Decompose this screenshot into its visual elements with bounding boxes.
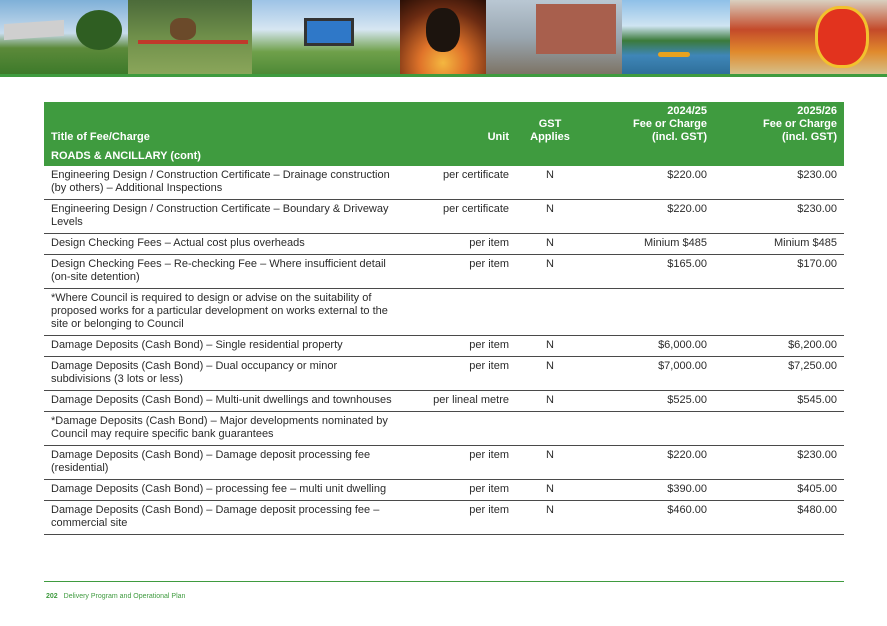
unit-cell: per certificate	[406, 166, 516, 200]
table-row	[44, 480, 844, 501]
fee-title-cell: Damage Deposits (Cash Bond) – Damage deposit processing fee – commercial site	[44, 501, 406, 535]
page-number: 202	[46, 593, 58, 600]
unit-cell: per item	[406, 446, 516, 480]
fee-title-cell: Damage Deposits (Cash Bond) – Dual occupancy or minor subdivisions (3 lots or less)	[44, 357, 406, 391]
gst-cell: N	[516, 391, 584, 412]
fee-2024-25-cell	[584, 289, 714, 336]
fee-2025-26-cell: $7,250.00	[714, 357, 844, 391]
unit-cell: per item	[406, 357, 516, 391]
fees-table-container	[44, 102, 844, 535]
header-fee-2024-25: 2024/25 Fee or Charge (incl. GST)	[584, 102, 714, 147]
fee-2025-26-cell	[714, 412, 844, 446]
page-footer	[46, 593, 185, 600]
fee-title-cell: Engineering Design / Construction Certificate – Boundary & Driveway Levels	[44, 200, 406, 234]
header-gst: GST Applies	[516, 102, 584, 147]
fee-title-cell: Design Checking Fees – Re-checking Fee – Where insufficient detail (on-site detention)	[44, 255, 406, 289]
unit-cell: per item	[406, 234, 516, 255]
gst-cell: N	[516, 480, 584, 501]
table-row	[44, 412, 844, 446]
fee-title-cell: Damage Deposits (Cash Bond) – Multi-unit dwellings and townhouses	[44, 391, 406, 412]
pavilion-photo	[0, 0, 128, 74]
lion-dance-festival-photo	[730, 0, 887, 74]
gst-cell: N	[516, 357, 584, 391]
gst-cell: N	[516, 200, 584, 234]
fee-2025-26-cell: $405.00	[714, 480, 844, 501]
fee-title-cell: *Where Council is required to design or advise on the suitability of proposed works for a particular development on works external to the site or belonging to Council	[44, 289, 406, 336]
fee-2024-25-cell: $390.00	[584, 480, 714, 501]
street-plaza-photo	[486, 0, 622, 74]
fee-2025-26-cell: $230.00	[714, 446, 844, 480]
table-row	[44, 166, 844, 200]
gst-cell: N	[516, 234, 584, 255]
unit-cell: per certificate	[406, 200, 516, 234]
section-heading-row	[44, 147, 844, 166]
fee-2024-25-cell: $460.00	[584, 501, 714, 535]
fee-2025-26-cell: $6,200.00	[714, 336, 844, 357]
banner-divider	[0, 74, 887, 77]
gst-cell	[516, 289, 584, 336]
river-kayak-photo	[622, 0, 730, 74]
footer-divider	[44, 581, 844, 582]
table-row	[44, 234, 844, 255]
table-row	[44, 255, 844, 289]
unit-cell: per lineal metre	[406, 391, 516, 412]
header-photo-banner	[0, 0, 887, 74]
header-unit: Unit	[406, 102, 516, 147]
fee-2024-25-cell: $7,000.00	[584, 357, 714, 391]
dog-agility-photo	[128, 0, 252, 74]
section-heading: ROADS & ANCILLARY (cont)	[44, 147, 844, 166]
fee-title-cell: Engineering Design / Construction Certificate – Drainage construction (by others) – Additional Inspections	[44, 166, 406, 200]
gst-cell: N	[516, 255, 584, 289]
unit-cell: per item	[406, 501, 516, 535]
fee-2025-26-cell	[714, 289, 844, 336]
table-row	[44, 446, 844, 480]
unit-cell: per item	[406, 336, 516, 357]
gst-cell	[516, 412, 584, 446]
table-row	[44, 289, 844, 336]
header-fee-2025-26: 2025/26 Fee or Charge (incl. GST)	[714, 102, 844, 147]
fee-2024-25-cell: $6,000.00	[584, 336, 714, 357]
fee-2024-25-cell	[584, 412, 714, 446]
gst-cell: N	[516, 336, 584, 357]
fee-2025-26-cell: Minium $485	[714, 234, 844, 255]
fee-2024-25-cell: $165.00	[584, 255, 714, 289]
fee-title-cell: *Damage Deposits (Cash Bond) – Major developments nominated by Council may require specific bank guarantees	[44, 412, 406, 446]
fee-2025-26-cell: $230.00	[714, 166, 844, 200]
fee-title-cell: Damage Deposits (Cash Bond) – processing fee – multi unit dwelling	[44, 480, 406, 501]
fee-title-cell: Damage Deposits (Cash Bond) – Damage deposit processing fee (residential)	[44, 446, 406, 480]
fees-table	[44, 102, 844, 535]
table-header-row	[44, 102, 844, 147]
gst-cell: N	[516, 166, 584, 200]
fee-2024-25-cell: $220.00	[584, 200, 714, 234]
table-row	[44, 357, 844, 391]
fee-2025-26-cell: $480.00	[714, 501, 844, 535]
fee-2025-26-cell: $230.00	[714, 200, 844, 234]
fee-2024-25-cell: $220.00	[584, 166, 714, 200]
table-row	[44, 336, 844, 357]
table-row	[44, 200, 844, 234]
fee-2025-26-cell: $170.00	[714, 255, 844, 289]
fee-2025-26-cell: $545.00	[714, 391, 844, 412]
unit-cell	[406, 412, 516, 446]
unit-cell: per item	[406, 480, 516, 501]
unit-cell	[406, 289, 516, 336]
table-row	[44, 391, 844, 412]
unit-cell: per item	[406, 255, 516, 289]
kookaburra-sunset-photo	[400, 0, 486, 74]
fee-2024-25-cell: $220.00	[584, 446, 714, 480]
table-row	[44, 501, 844, 535]
fee-title-cell: Damage Deposits (Cash Bond) – Single residential property	[44, 336, 406, 357]
gst-cell: N	[516, 501, 584, 535]
fee-2024-25-cell: $525.00	[584, 391, 714, 412]
fee-title-cell: Design Checking Fees – Actual cost plus overheads	[44, 234, 406, 255]
gst-cell: N	[516, 446, 584, 480]
outdoor-yoga-photo	[252, 0, 400, 74]
header-title: Title of Fee/Charge	[44, 102, 406, 147]
fee-2024-25-cell: Minium $485	[584, 234, 714, 255]
document-title: Delivery Program and Operational Plan	[63, 593, 186, 600]
